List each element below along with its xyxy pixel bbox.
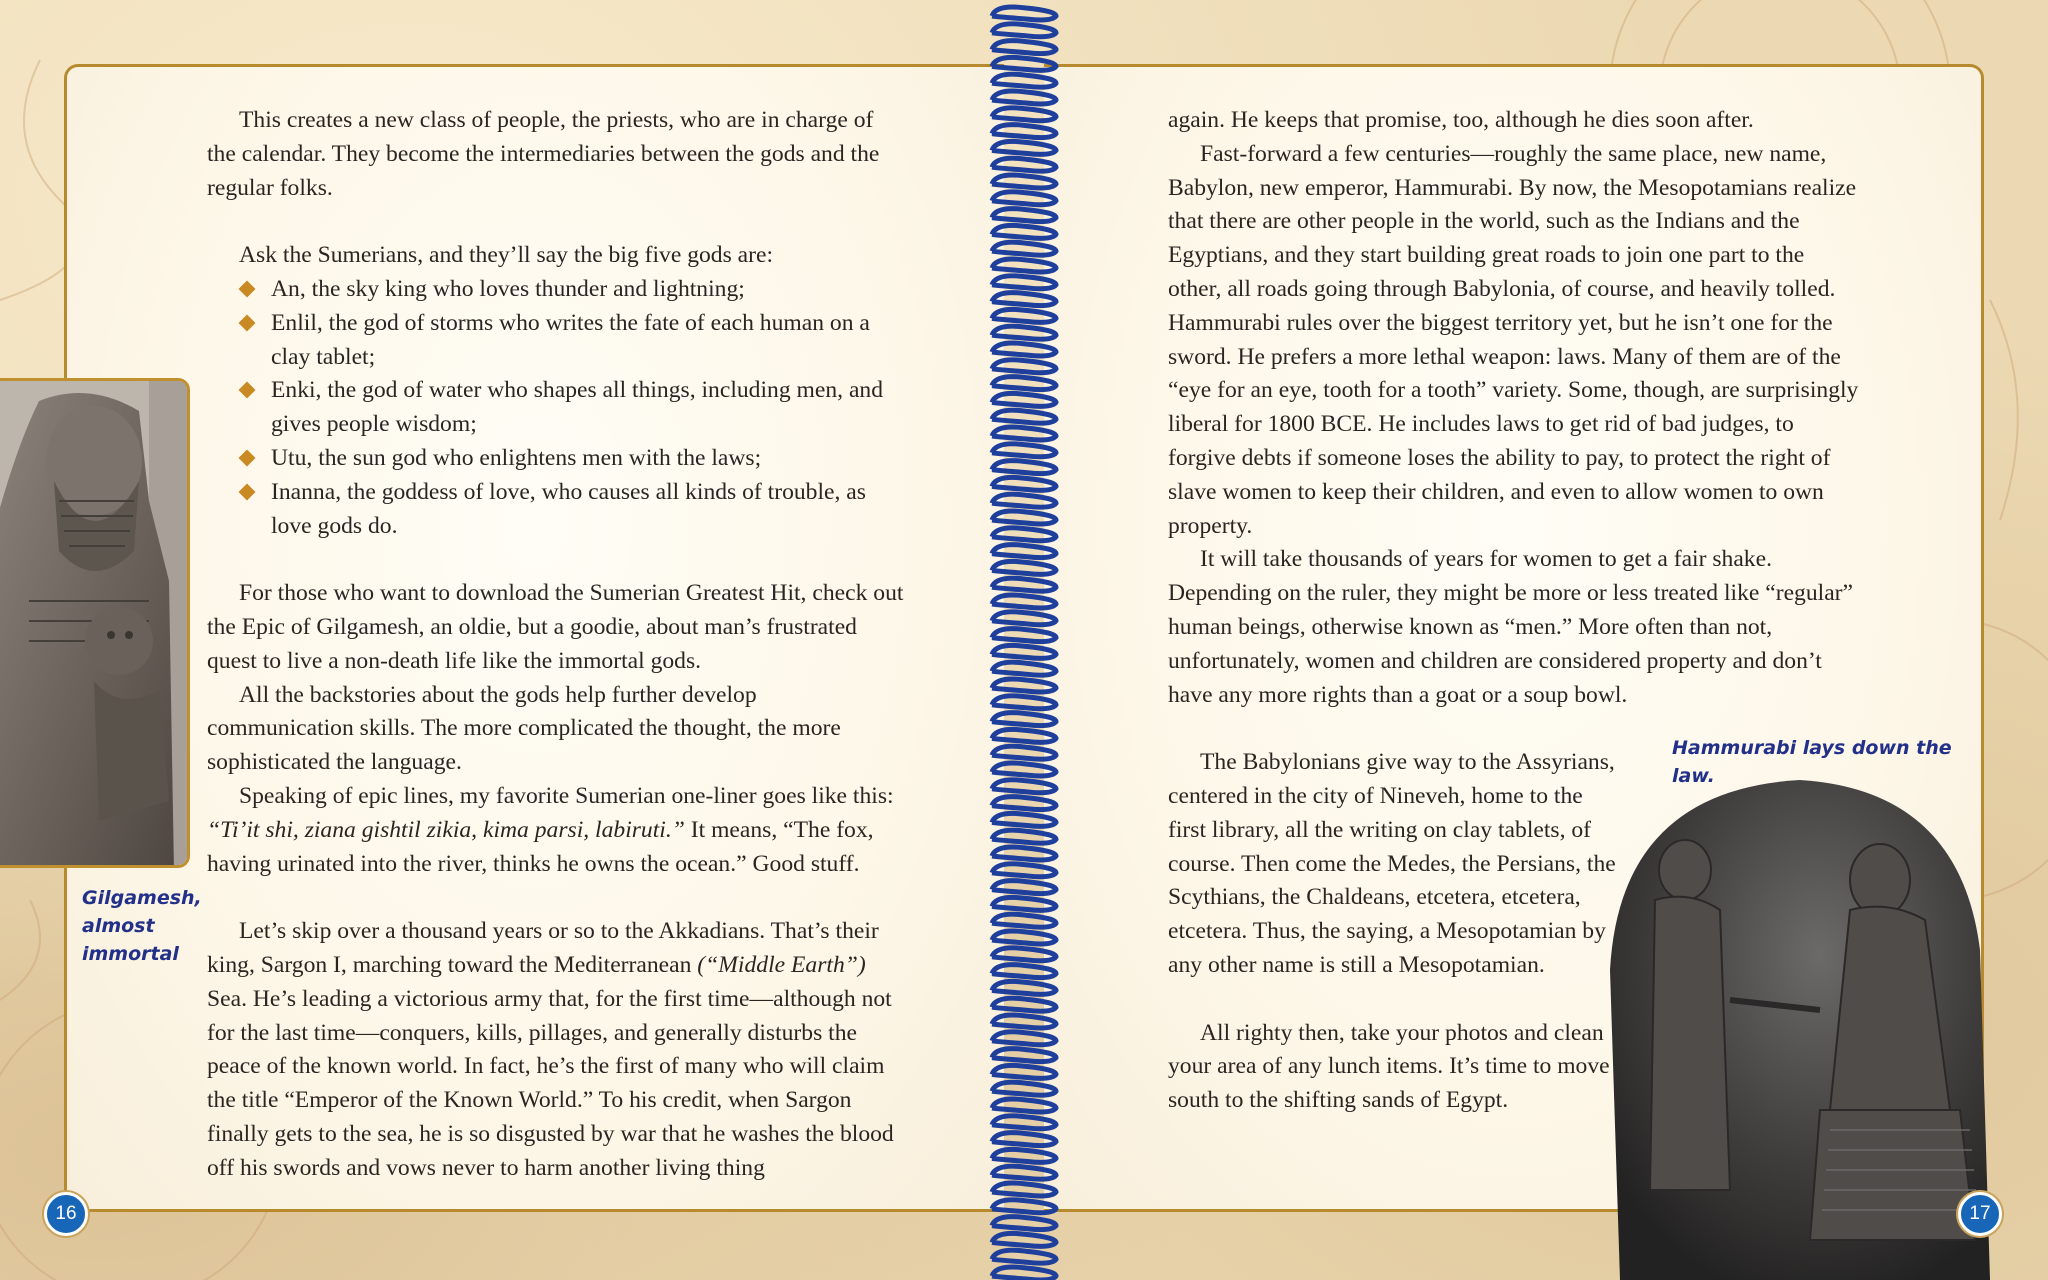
spiral-coil xyxy=(992,1099,1056,1112)
spiral-coil xyxy=(992,175,1056,188)
spiral-coil xyxy=(992,662,1056,675)
paragraph-big-five-intro: Ask the Sumerians, and they’ll say the big five gods are: xyxy=(239,242,774,269)
spiral-coil xyxy=(992,948,1056,961)
akkad-lead-text: Let’s skip over a thousand years or so to the Akkadians. That’s their king, Sargon I, marching toward the Mediterranean xyxy=(207,918,879,978)
spiral-coil xyxy=(992,612,1056,625)
spiral-coil xyxy=(992,1267,1056,1280)
spiral-coil xyxy=(992,242,1056,255)
spiral-coil xyxy=(992,343,1056,356)
spiral-coil xyxy=(992,746,1056,759)
spiral-coil xyxy=(992,1166,1056,1179)
paragraph-epic-lines xyxy=(207,780,907,881)
spiral-coil xyxy=(992,1133,1056,1146)
spiral-coil xyxy=(992,797,1056,810)
paragraph-hammurabi: Fast-forward a few centuries—roughly the same place, new name, Babylon, new emperor, Hammurabi. By now, the Mesopotamians realize that there are other people in the world, such as the Indians and the Egyptians, and they start building great roads to join one part to the other, all roads going through Babylonia, of course, and heavily tolled. Hammurabi rules over the biggest territory yet, but he isn’t one for the sword. He prefers a more lethal weapon: laws. Many of them are of the “eye for an eye, tooth for a tooth” variety. Some, though, are surprisingly liberal for 1800 BCE. He includes laws to get rid of bad judges, to forgive debts if someone loses the ability to pay, to protect the right of slave women to keep their children, and even to allow women to own property. xyxy=(1168,140,1859,539)
spiral-coil xyxy=(992,931,1056,944)
spiral-coil xyxy=(992,74,1056,87)
spiral-coil xyxy=(992,545,1056,558)
spiral-coil xyxy=(992,1217,1056,1230)
spiral-coil xyxy=(992,410,1056,423)
spiral-coil xyxy=(992,713,1056,726)
page-number-badge-left: 16 xyxy=(44,1192,88,1236)
spiral-coil xyxy=(992,7,1056,20)
spiral-coil xyxy=(992,528,1056,541)
spiral-coil xyxy=(992,830,1056,843)
paragraph-priests: This creates a new class of people, the priests, who are in charge of the calendar. They become the intermediaries between the gods and the regular folks. xyxy=(207,107,880,201)
left-page-text xyxy=(207,104,907,1186)
spiral-coil xyxy=(992,158,1056,171)
paragraph-akkadians xyxy=(207,915,907,1185)
spiral-coil xyxy=(992,141,1056,154)
gilgamesh-relief-photo xyxy=(0,378,190,868)
spiral-coil xyxy=(992,125,1056,138)
spiral-coil xyxy=(992,1250,1056,1263)
diamond-bullet-icon xyxy=(239,280,256,297)
list-item: Enki, the god of water who shapes all things, including men, and gives people wisdom; xyxy=(207,374,907,442)
spiral-coil xyxy=(992,578,1056,591)
spiral-coil xyxy=(992,847,1056,860)
spiral-coil xyxy=(992,679,1056,692)
paragraph-again: again. He keeps that promise, too, although he dies soon after. xyxy=(1168,107,1754,133)
spiral-coil xyxy=(992,57,1056,70)
spiral-coil xyxy=(992,881,1056,894)
spiral-coil xyxy=(992,259,1056,272)
gods-list xyxy=(207,273,907,543)
hammurabi-caption: Hammurabi lays down the law. xyxy=(1672,737,1952,787)
diamond-bullet-icon xyxy=(239,314,256,331)
spiral-coil xyxy=(992,326,1056,339)
spiral-coil xyxy=(992,108,1056,121)
spiral-coil xyxy=(992,41,1056,54)
gilgamesh-caption: Gilgamesh, almost immortal xyxy=(82,887,202,965)
sumerian-quote: “Ti’it shi, ziana gishtil zikia, kima parsi, labiruti.” xyxy=(207,816,685,843)
paragraph-gilgamesh: For those who want to download the Sumerian Greatest Hit, check out the Epic of Gilgamesh, an oldie, but a goodie, about man’s frustrated quest to live a non-death life like the immortal gods. xyxy=(207,580,904,674)
spiral-coil xyxy=(992,393,1056,406)
spiral-coil xyxy=(992,477,1056,490)
spiral-coil xyxy=(992,1082,1056,1095)
hammurabi-stele-photo xyxy=(1580,770,1990,1280)
spiral-coil xyxy=(992,729,1056,742)
spiral-coil xyxy=(992,1116,1056,1129)
spiral-coil xyxy=(992,192,1056,205)
middle-earth-italic: (“Middle Earth”) xyxy=(697,951,866,978)
spiral-coil xyxy=(992,1149,1056,1162)
spiral-coil xyxy=(992,276,1056,289)
spiral-coil xyxy=(992,427,1056,440)
spiral-coil xyxy=(992,511,1056,524)
spiral-coil xyxy=(992,914,1056,927)
spiral-coil xyxy=(992,1032,1056,1045)
spiral-coil xyxy=(992,981,1056,994)
spiral-coil xyxy=(992,1183,1056,1196)
spiral-coil xyxy=(992,561,1056,574)
list-item: Enlil, the god of storms who writes the fate of each human on a clay tablet; xyxy=(207,307,907,375)
spiral-coil xyxy=(992,1200,1056,1213)
spiral-coil xyxy=(992,813,1056,826)
spiral-coil xyxy=(992,494,1056,507)
spiral-coil xyxy=(992,629,1056,642)
spiral-binding xyxy=(986,0,1062,1280)
spiral-coil xyxy=(992,1049,1056,1062)
page-number-badge-right: 17 xyxy=(1958,1192,2002,1236)
spiral-coil xyxy=(992,360,1056,373)
diamond-bullet-icon xyxy=(239,382,256,399)
diamond-bullet-icon xyxy=(239,449,256,466)
spiral-coil xyxy=(992,998,1056,1011)
epic-tail-text: It means, “The fox, having urinated into the river, thinks he owns the ocean.” Good stuff. xyxy=(207,816,874,877)
spiral-coil xyxy=(992,780,1056,793)
spiral-coil xyxy=(992,763,1056,776)
list-item: Inanna, the goddess of love, who causes all kinds of trouble, as love gods do. xyxy=(207,476,907,544)
spiral-coil xyxy=(992,696,1056,709)
spiral-coil xyxy=(992,309,1056,322)
spiral-coil xyxy=(992,1233,1056,1246)
list-item: Utu, the sun god who enlightens men with the laws; xyxy=(207,442,907,476)
akkad-tail-text: Sea. He’s leading a victorious army that, for the first time—although not for the last time—conquers, kills, pillages, and generally disturbs the peace of the known world. In fact, he’s the first of many who will claim the title “Emperor of the Known World.” To his credit, when Sargon finally gets to the sea, he is so disgusted by war that he washes the blood off his swords and vows never to harm another living thing xyxy=(207,985,894,1181)
spiral-coil xyxy=(992,209,1056,222)
spiral-coil xyxy=(992,595,1056,608)
spiral-coil xyxy=(992,377,1056,390)
paragraph-all-righty: All righty then, take your photos and clean your area of any lunch items. It’s time to move south to the shifting sands of Egypt. xyxy=(1168,1019,1610,1114)
narrow-text-block xyxy=(1168,746,1618,1118)
spiral-coil xyxy=(992,461,1056,474)
list-item: An, the sky king who loves thunder and lightning; xyxy=(207,273,907,307)
epic-lead-text: Speaking of epic lines, my favorite Sumerian one-liner goes like this: xyxy=(239,782,894,809)
paragraph-women-rights: It will take thousands of years for women to get a fair shake. Depending on the ruler, they might be more or less treated like “regular” human beings, otherwise known as “men.” More often than not, unfortunately, women and children are considered property and don’t have any more rights than a goat or a soup bowl. xyxy=(1168,546,1853,708)
spiral-coil xyxy=(992,1015,1056,1028)
spiral-coil xyxy=(992,897,1056,910)
spiral-coil xyxy=(992,91,1056,104)
spiral-coil xyxy=(992,293,1056,306)
spiral-coil xyxy=(992,225,1056,238)
paragraph-assyrians: The Babylonians give way to the Assyrians, centered in the city of Nineveh, home to the first library, all the writing on clay tablets, of course. Then come the Medes, the Persians, the Scythians, the Chaldeans, etcetera, etcetera, etcetera. Thus, the saying, a Mesopotamian by any other name is still a Mesopotamian. xyxy=(1168,749,1616,978)
spiral-coil xyxy=(992,1065,1056,1078)
spiral-coil xyxy=(992,444,1056,457)
spiral-coil xyxy=(992,965,1056,978)
spiral-coil xyxy=(992,24,1056,37)
paragraph-backstories: All the backstories about the gods help further develop communication skills. The more complicated the thought, the more sophisticated the language. xyxy=(207,681,841,776)
spiral-coil xyxy=(992,864,1056,877)
diamond-bullet-icon xyxy=(239,483,256,500)
spiral-coil xyxy=(992,645,1056,658)
